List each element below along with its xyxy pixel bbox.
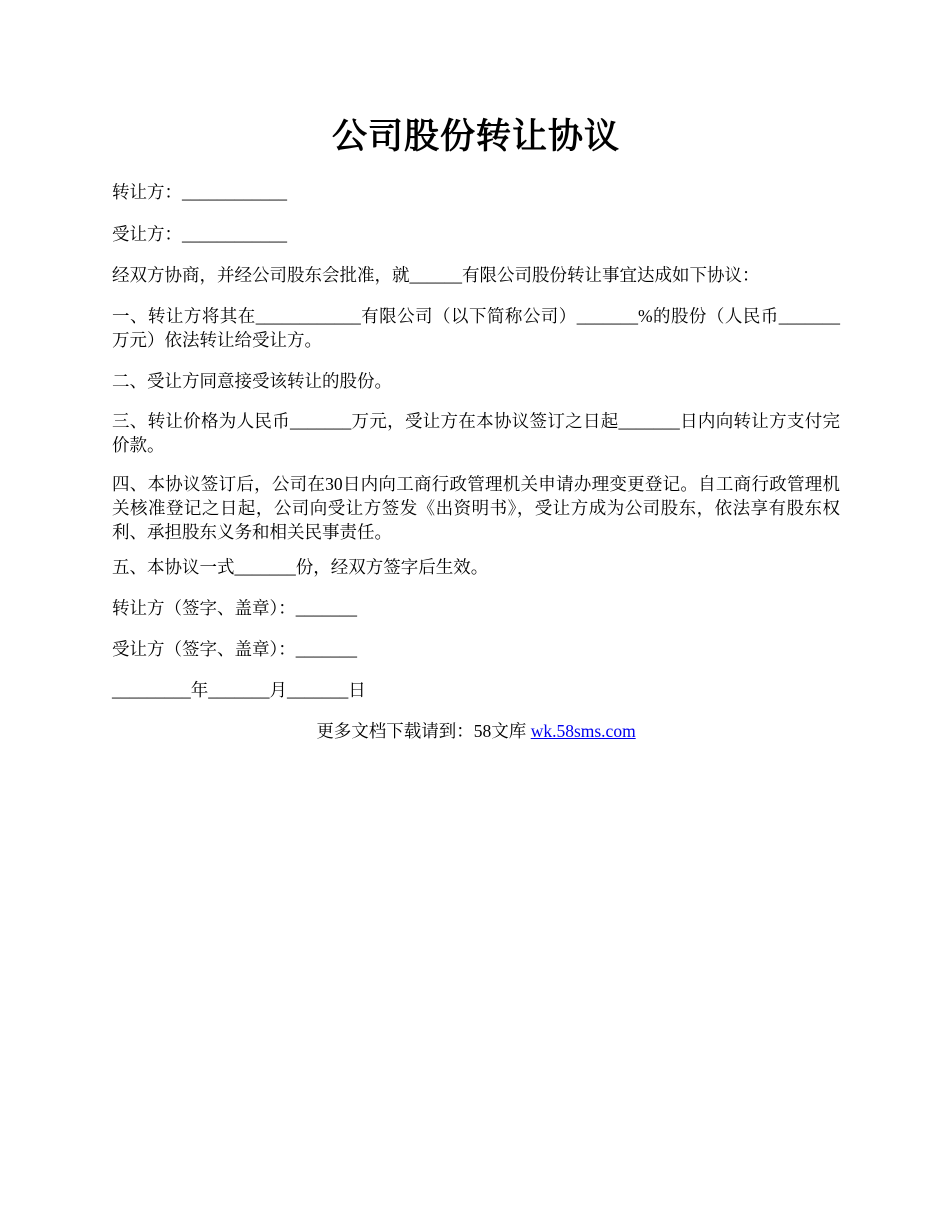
document-page xyxy=(112,0,840,1230)
transferor-signature-line: 转让方（签字、盖章）：_______ xyxy=(112,598,357,618)
clause-4: 四、本协议签订后，公司在30日内向工商行政管理机关申请办理变更登记。自工商行政管理机关核准登记之日起，公司向受让方签发《出资明书》，受让方成为公司股东，依法享有股东权利、承担股东义务和相关民事责任。 xyxy=(112,474,840,542)
clause-5: 五、本协议一式_______份，经双方签字后生效。 xyxy=(112,557,489,577)
transferee-signature-line: 受让方（签字、盖章）：_______ xyxy=(112,639,357,659)
footer xyxy=(112,719,840,743)
preamble-paragraph: 经双方协商，并经公司股东会批准，就______有限公司股份转让事宜达成如下协议： xyxy=(112,265,760,285)
clause-1: 一、转让方将其在____________有限公司（以下简称公司）_______%的股份（人民币_______万元）依法转让给受让方。 xyxy=(112,306,840,350)
page-title: 公司股份转让协议 xyxy=(331,117,620,156)
transferor-line: 转让方：____________ xyxy=(112,182,287,202)
footer-link[interactable]: wk.58sms.com xyxy=(530,721,636,741)
transferee-line: 受让方：____________ xyxy=(112,224,287,244)
footer-text: 更多文档下载请到：58文库 xyxy=(316,721,531,741)
date-line: _________年_______月_______日 xyxy=(112,680,366,700)
clause-3: 三、转让价格为人民币_______万元，受让方在本协议签订之日起_______日内向转让方支付完价款。 xyxy=(112,411,840,455)
clause-2: 二、受让方同意接受该转让的股份。 xyxy=(112,371,392,391)
